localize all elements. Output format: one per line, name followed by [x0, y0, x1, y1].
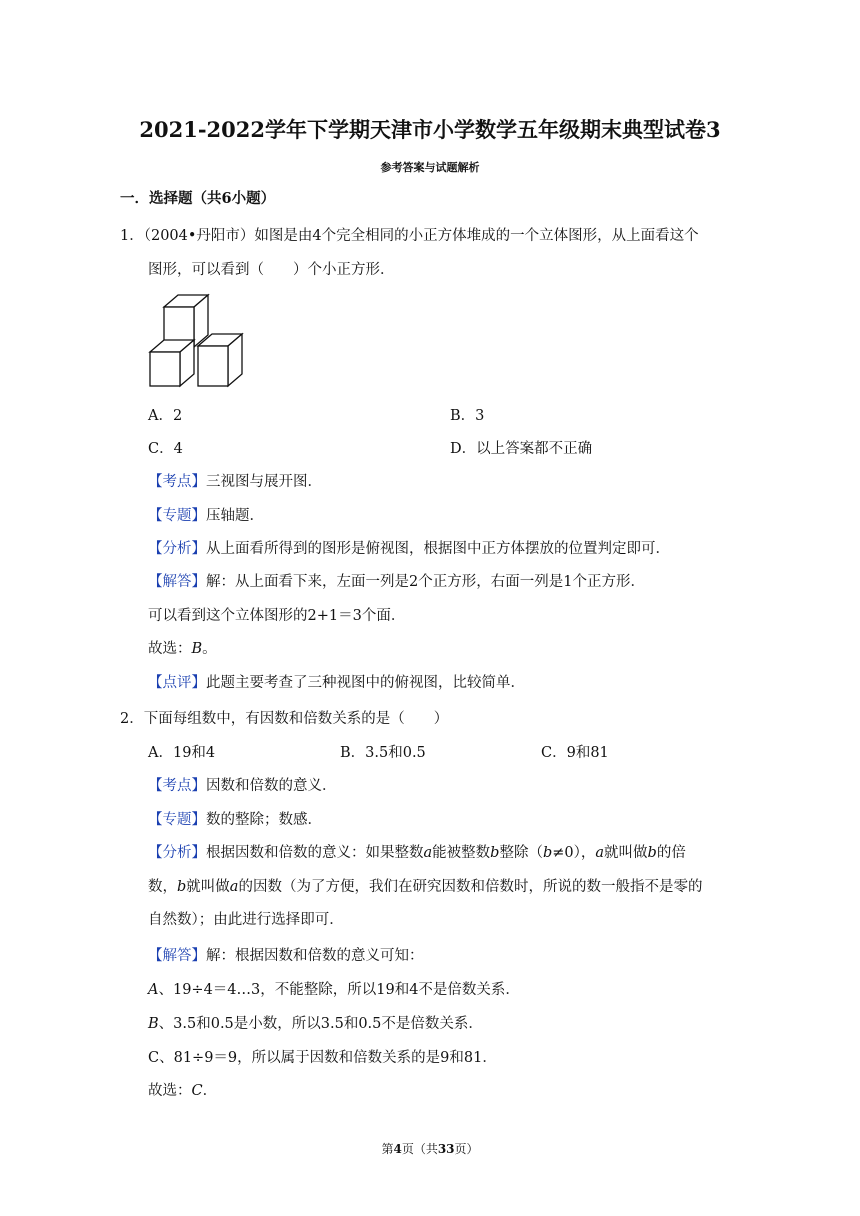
jieda-text: 解：根据因数和倍数的意义可知： [206, 948, 424, 964]
guxuan-prefix: 故选： [148, 1083, 192, 1099]
fenxi-tag: 【分析】 [148, 541, 206, 557]
guxuan-letter: B [191, 641, 203, 657]
q1-fenxi [148, 539, 670, 559]
var-a: a [423, 845, 433, 861]
kaodian-tag: 【考点】 [148, 474, 206, 490]
q2-answer-a [148, 980, 520, 1000]
kaodian-tag: 【考点】 [148, 778, 206, 794]
var-b: b [542, 845, 553, 861]
fenxi-part: 整除（ [499, 845, 543, 861]
option-letter: B [148, 1016, 159, 1032]
kaodian-text: 因数和倍数的意义． [206, 778, 337, 794]
fenxi-part: 根据因数和倍数的意义：如果整数 [206, 845, 424, 861]
var-a: a [229, 879, 239, 895]
q2-fenxi-line2 [148, 877, 702, 897]
q1-jieda [148, 572, 645, 592]
answer-text: 、19÷4＝4…3，不能整除，所以19和4不是倍数关系． [158, 982, 520, 998]
q2-option-b: B．3.5和0.5 [340, 745, 426, 761]
q2-kaodian [148, 776, 337, 796]
q2-zhuanti [148, 810, 322, 830]
q2-option-c: C．9和81 [541, 745, 609, 761]
q2-stem: 2．下面每组数中，有因数和倍数关系的是（ ） [120, 711, 449, 727]
q2-option-a: A．19和4 [148, 745, 216, 761]
guxuan-suffix: ． [202, 1083, 218, 1099]
answer-text: 、3.5和0.5是小数，所以3.5和0.5不是倍数关系． [158, 1016, 483, 1032]
fenxi-tag: 【分析】 [148, 845, 206, 861]
footer-suffix: 页） [454, 1142, 479, 1156]
kaodian-text: 三视图与展开图． [206, 474, 322, 490]
q1-stem-line2: 图形，可以看到（ ）个小正方形． [148, 262, 395, 278]
zhuanti-text: 数的整除；数感． [206, 812, 322, 828]
q1-zhuanti [148, 506, 264, 526]
page-subtitle: 参考答案与试题解析 [380, 161, 480, 174]
jieda-tag: 【解答】 [148, 948, 206, 964]
zhuanti-tag: 【专题】 [148, 508, 206, 524]
zhuanti-text: 压轴题． [206, 508, 264, 524]
q1-option-c: C．4 [148, 441, 183, 457]
q1-option-b: B．3 [450, 408, 485, 424]
page-number: 4 [393, 1142, 402, 1156]
fenxi-part: 的倍 [656, 845, 686, 861]
right-cube-front-face [198, 346, 228, 386]
q2-jieda [148, 946, 424, 966]
q1-dianping [148, 673, 525, 693]
page-title: 2021-2022学年下学期天津市小学数学五年级期末典型试卷3 [139, 117, 721, 142]
q1-option-a: A．2 [148, 408, 183, 424]
q1-answer-line2: 可以看到这个立体图形的2+1＝3个面． [148, 608, 406, 624]
cube-stack-figure [148, 292, 248, 390]
q2-guxuan [148, 1081, 217, 1101]
page-footer [0, 1140, 860, 1157]
fenxi-part: 能被整数 [432, 845, 491, 861]
left-cube-front-face [150, 352, 180, 386]
var-b: b [177, 879, 187, 895]
q2-fenxi-line1 [148, 843, 686, 863]
q2-fenxi-line3: 自然数）；由此进行选择即可． [148, 912, 344, 928]
jieda-text: 解：从上面看下来，左面一列是2个正方形，右面一列是1个正方形． [206, 574, 645, 590]
fenxi-part: ≠0）， [552, 845, 596, 861]
q2-answer-c: C、81÷9＝9，所以属于因数和倍数关系的是9和81． [148, 1050, 497, 1066]
zhuanti-tag: 【专题】 [148, 812, 206, 828]
fenxi-part: 的因数（为了方便，我们在研究因数和倍数时，所说的数一般指不是零的 [238, 879, 703, 895]
footer-middle: 页（共 [401, 1142, 438, 1156]
dianping-text: 此题主要考查了三种视图中的俯视图，比较简单． [206, 675, 525, 691]
footer-prefix: 第 [381, 1142, 394, 1156]
guxuan-suffix: 。 [202, 641, 217, 657]
guxuan-prefix: 故选： [148, 641, 192, 657]
q2-answer-b [148, 1014, 483, 1034]
page-total: 33 [437, 1142, 455, 1156]
option-letter: A [148, 982, 159, 998]
fenxi-part: 就叫做 [604, 845, 648, 861]
q1-stem-line1: 1．（2004•丹阳市）如图是由4个完全相同的小正方体堆成的一个立体图形，从上面看这个 [120, 228, 699, 244]
fenxi-part: 就叫做 [186, 879, 230, 895]
fenxi-text: 从上面看所得到的图形是俯视图，根据图中正方体摆放的位置判定即可． [206, 541, 670, 557]
jieda-tag: 【解答】 [148, 574, 206, 590]
var-b: b [490, 845, 500, 861]
guxuan-letter: C [191, 1083, 203, 1099]
q1-option-d: D．以上答案都不正确 [450, 441, 593, 457]
section-heading: 一．选择题（共6小题） [120, 190, 276, 207]
dianping-tag: 【点评】 [148, 675, 206, 691]
var-a: a [595, 845, 605, 861]
fenxi-part: 数， [148, 879, 177, 895]
q1-guxuan [148, 639, 217, 659]
q1-kaodian [148, 472, 322, 492]
var-b: b [647, 845, 657, 861]
